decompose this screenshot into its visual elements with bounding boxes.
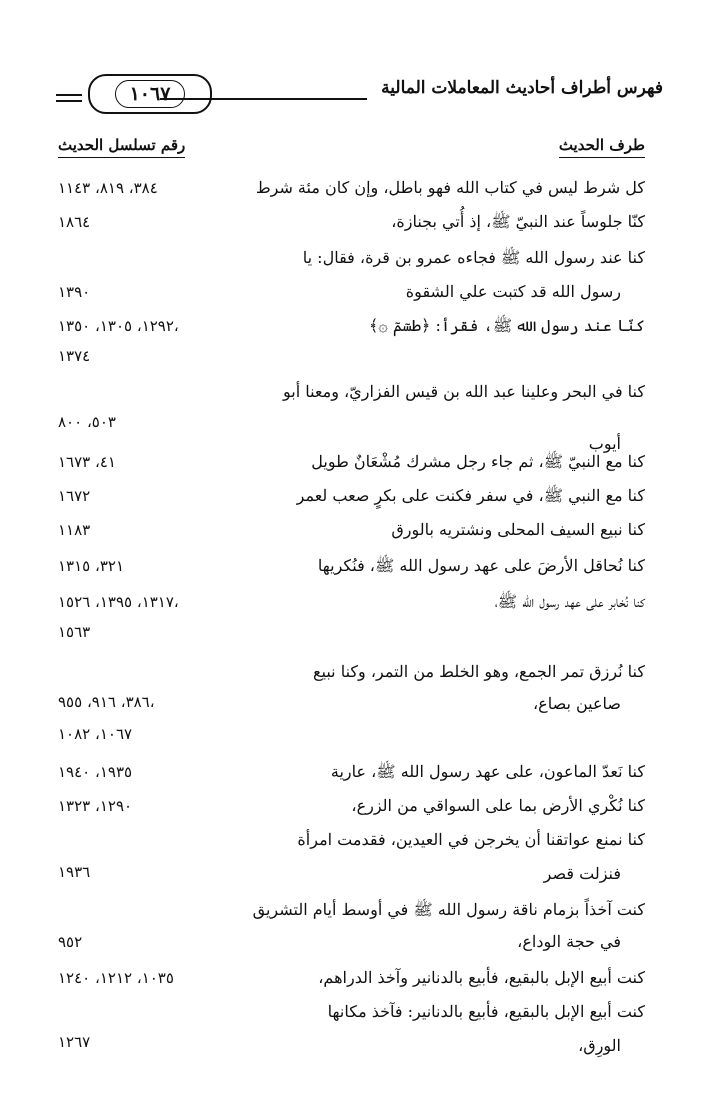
hadith-numbers: ١٩٣٦ bbox=[58, 863, 91, 881]
hadith-text-continued: في حجة الوداع، bbox=[517, 932, 621, 951]
hadith-text: كنا في البحر وعلينا عبد الله بن قيس الفزاريّ، ومعنا أبو bbox=[282, 382, 645, 401]
hadith-text: كنا نُكْري الأرض بما على السواقي من الزرع، bbox=[351, 796, 645, 815]
hadith-text: كنا مع النبي ﷺ، في سفر فكنت على بكرٍ صعب لعمر bbox=[296, 486, 645, 505]
hadith-numbers: ١٢٦٧ bbox=[58, 1033, 91, 1051]
hadith-numbers: ١٠٣٥، ١٢١٢، ١٢٤٠ bbox=[58, 969, 174, 987]
running-title: فهرس أطراف أحاديث المعاملات المالية bbox=[381, 78, 663, 98]
hadith-numbers: ١٨٦٤ bbox=[58, 213, 91, 231]
hadith-numbers: ١١٨٣ bbox=[58, 521, 91, 539]
hadith-numbers: ٣٨٤، ٨١٩، ١١٤٣ bbox=[58, 179, 158, 197]
hadith-text-continued: صاعين بصاع، bbox=[532, 694, 621, 713]
hadith-numbers: ٣٢١، ١٣١٥ bbox=[58, 557, 125, 575]
hadith-text-continued: الورِق، bbox=[578, 1036, 621, 1055]
hadith-text: كنا نُخابر على عهد رسول الله ﷺ، bbox=[494, 592, 645, 611]
hadith-numbers: ٥٠٣، ٨٠٠ bbox=[58, 413, 116, 431]
hadith-text: كنا نمنع عواتقنا أن يخرجن في العيدين، فقدمت امرأة bbox=[297, 830, 645, 849]
hadith-numbers: ٣٨٦، ٩١٦، ٩٥٥، bbox=[58, 693, 155, 711]
hadith-text: كنت أبيع الإبل بالبقيع، فأبيع بالدنانير وآخذ الدراهم، bbox=[318, 968, 645, 987]
hadith-numbers-continued: ١٥٦٣ bbox=[58, 623, 91, 641]
hadith-text-continued: فنزلت قصر bbox=[543, 864, 621, 883]
hadith-numbers-continued: ١٠٦٧، ١٠٨٢ bbox=[58, 725, 133, 743]
page-number: ١٠٦٧ bbox=[115, 80, 186, 108]
hadith-text: كنا نُرزق تمر الجمع، وهو الخلط من التمر، وكنا نبيع bbox=[313, 662, 645, 681]
hadith-text: كنا عند رسول الله ﷺ فجاءه عمرو بن قرة، فقال: يا bbox=[302, 248, 645, 267]
hadith-numbers-continued: ١٣٧٤ bbox=[58, 347, 91, 365]
hadith-numbers: ١٢٩٠، ١٣٢٣ bbox=[58, 797, 133, 815]
hadith-numbers: ١٢٩٢، ١٣٠٥، ١٣٥٠، bbox=[58, 317, 179, 335]
hadith-text-continued: رسول الله قد كتبت علي الشقوة bbox=[405, 282, 621, 301]
hadith-text: كنا نَعدّ الماعون، على عهد رسول الله ﷺ، عارية bbox=[330, 762, 645, 781]
hadith-text: كنا مع النبيّ ﷺ، ثم جاء رجل مشرك مُشْعَانٌ طويل bbox=[311, 452, 645, 471]
column-header-hadith: طرف الحديث bbox=[559, 136, 645, 158]
hadith-numbers: ١٩٣٥، ١٩٤٠ bbox=[58, 763, 133, 781]
hadith-numbers: ١٣٩٠ bbox=[58, 283, 91, 301]
hadith-text-continued: أيوب bbox=[588, 434, 621, 453]
hadith-numbers: ١٣١٧، ١٣٩٥، ١٥٢٦، bbox=[58, 593, 179, 611]
hadith-text: كنت أبيع الإبل بالبقيع، فأبيع بالدنانير: فآخذ مكانها bbox=[327, 1002, 645, 1021]
hadith-text: كل شرط ليس في كتاب الله فهو باطل، وإن كان مئة شرط bbox=[255, 178, 645, 197]
column-header-serial: رقم تسلسل الحديث bbox=[58, 136, 185, 158]
hadith-text: كنت آخذاً بزمام ناقة رسول الله ﷺ في أوسط أيام التشريق bbox=[252, 900, 645, 919]
hadith-numbers: ١٦٧٢ bbox=[58, 487, 91, 505]
hadith-text: كنا نبيع السيف المحلى ونشتريه بالورق bbox=[391, 520, 645, 539]
hadith-text: كنا نُحاقل الأرضَ على عهد رسول الله ﷺ، فنُكريها bbox=[317, 556, 645, 575]
hadith-numbers: ٤١، ١٦٧٣ bbox=[58, 453, 116, 471]
hadith-text: كنّا عند رسول الله ﷺ، فقرأ: ﴿طسٓمٓ ۞﴾ bbox=[369, 316, 645, 335]
hadith-text: كنّا جلوساً عند النبيّ ﷺ، إذ أُتي بجنازة، bbox=[391, 212, 645, 231]
hadith-numbers: ٩٥٢ bbox=[58, 933, 83, 951]
